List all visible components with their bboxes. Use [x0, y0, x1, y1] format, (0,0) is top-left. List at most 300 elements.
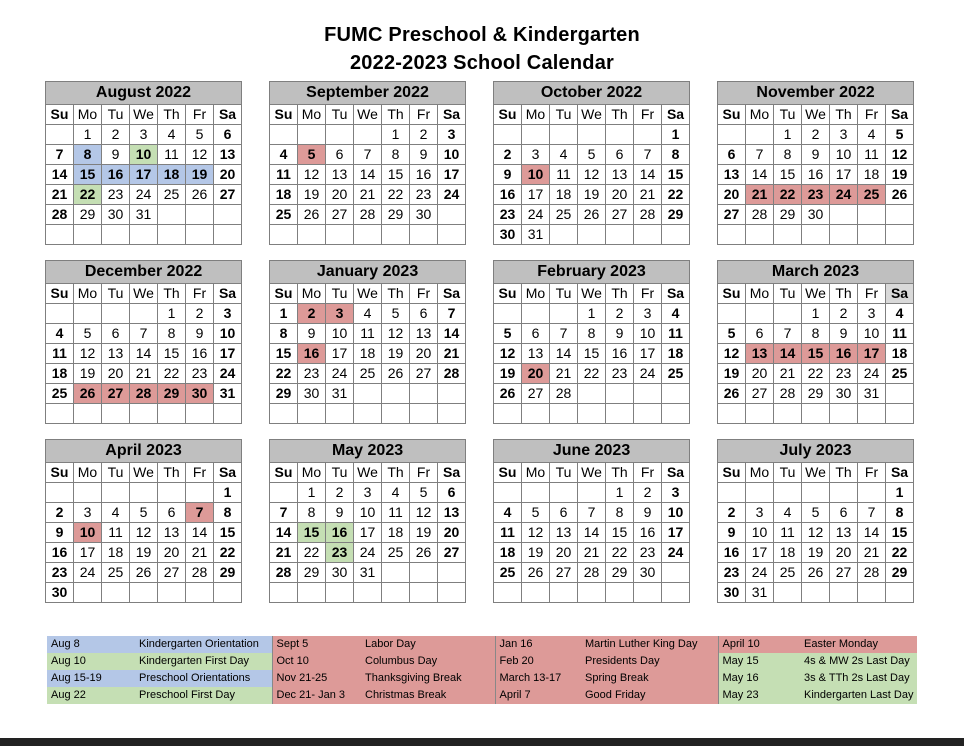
empty-cell	[382, 583, 410, 603]
day-cell: 1	[158, 304, 186, 324]
day-cell: 10	[522, 165, 550, 185]
weekday-header: Tu	[550, 284, 578, 304]
day-cell: 17	[214, 344, 242, 364]
day-cell: 20	[214, 165, 242, 185]
day-cell: 14	[634, 165, 662, 185]
empty-cell	[102, 404, 130, 424]
day-cell: 23	[830, 364, 858, 384]
day-cell: 23	[494, 205, 522, 225]
day-cell: 27	[522, 384, 550, 404]
day-cell: 24	[214, 364, 242, 384]
weekday-header: Mo	[74, 463, 102, 483]
day-cell: 13	[214, 145, 242, 165]
weekday-header: Tu	[550, 463, 578, 483]
day-cell: 29	[298, 563, 326, 583]
day-cell: 31	[326, 384, 354, 404]
empty-cell	[270, 583, 298, 603]
day-cell: 26	[130, 563, 158, 583]
day-cell: 13	[102, 344, 130, 364]
day-cell: 23	[102, 185, 130, 205]
empty-cell	[130, 404, 158, 424]
day-cell: 2	[298, 304, 326, 324]
day-cell: 9	[494, 165, 522, 185]
day-cell: 30	[802, 205, 830, 225]
weekday-header: Th	[606, 284, 634, 304]
day-cell: 20	[606, 185, 634, 205]
day-cell: 19	[802, 543, 830, 563]
day-cell: 27	[550, 563, 578, 583]
day-cell: 21	[270, 543, 298, 563]
weekday-header: Tu	[326, 284, 354, 304]
weekday-header: We	[354, 284, 382, 304]
day-cell: 30	[410, 205, 438, 225]
weekday-header: Sa	[662, 284, 690, 304]
day-cell: 22	[382, 185, 410, 205]
weekday-header: Fr	[186, 284, 214, 304]
day-cell: 18	[662, 344, 690, 364]
empty-cell	[662, 583, 690, 603]
day-cell: 19	[718, 364, 746, 384]
day-cell: 25	[158, 185, 186, 205]
empty-cell	[494, 583, 522, 603]
legend-date: Aug 22	[47, 687, 135, 704]
day-cell: 22	[74, 185, 102, 205]
day-cell: 8	[298, 503, 326, 523]
empty-cell	[830, 483, 858, 503]
legend	[47, 636, 917, 704]
empty-cell	[74, 225, 102, 245]
weekday-header: Sa	[438, 105, 466, 125]
month-february-2023	[493, 260, 689, 424]
day-cell: 14	[438, 324, 466, 344]
day-cell: 8	[74, 145, 102, 165]
day-cell: 1	[886, 483, 914, 503]
legend-date: Oct 10	[272, 653, 361, 670]
month-name: February 2023	[494, 261, 690, 284]
day-cell: 25	[270, 205, 298, 225]
day-cell: 29	[774, 205, 802, 225]
empty-cell	[46, 404, 74, 424]
weekday-header: Mo	[746, 463, 774, 483]
day-cell: 20	[158, 543, 186, 563]
day-cell: 12	[186, 145, 214, 165]
day-cell: 21	[858, 543, 886, 563]
day-cell: 23	[298, 364, 326, 384]
day-cell: 3	[522, 145, 550, 165]
day-cell: 7	[438, 304, 466, 324]
weekday-header: Su	[46, 284, 74, 304]
weekday-header: Tu	[102, 463, 130, 483]
day-cell: 9	[410, 145, 438, 165]
day-cell: 2	[802, 125, 830, 145]
empty-cell	[886, 205, 914, 225]
day-cell: 7	[130, 324, 158, 344]
weekday-header: Tu	[550, 105, 578, 125]
day-cell: 13	[718, 165, 746, 185]
day-cell: 12	[522, 523, 550, 543]
empty-cell	[578, 583, 606, 603]
day-cell: 27	[718, 205, 746, 225]
day-cell: 2	[718, 503, 746, 523]
day-cell: 10	[214, 324, 242, 344]
empty-cell	[158, 483, 186, 503]
weekday-header: Mo	[298, 284, 326, 304]
empty-cell	[354, 404, 382, 424]
legend-event: Martin Luther King Day	[581, 636, 718, 653]
day-cell: 28	[270, 563, 298, 583]
day-cell: 3	[354, 483, 382, 503]
month-name: June 2023	[494, 440, 690, 463]
day-cell: 5	[578, 145, 606, 165]
month-name: May 2023	[270, 440, 466, 463]
day-cell: 3	[858, 304, 886, 324]
day-cell: 13	[410, 324, 438, 344]
day-cell: 1	[270, 304, 298, 324]
day-cell: 9	[46, 523, 74, 543]
day-cell: 1	[662, 125, 690, 145]
legend-event: Presidents Day	[581, 653, 718, 670]
legend-date: April 7	[495, 687, 581, 704]
weekday-header: Su	[494, 463, 522, 483]
day-cell: 10	[662, 503, 690, 523]
empty-cell	[550, 404, 578, 424]
day-cell: 11	[550, 165, 578, 185]
day-cell: 31	[130, 205, 158, 225]
day-cell: 6	[214, 125, 242, 145]
day-cell: 26	[298, 205, 326, 225]
day-cell: 20	[326, 185, 354, 205]
legend-event: Columbus Day	[361, 653, 495, 670]
empty-cell	[634, 404, 662, 424]
day-cell: 27	[214, 185, 242, 205]
day-cell: 11	[158, 145, 186, 165]
day-cell: 22	[578, 364, 606, 384]
calendar-subtitle: 2022-2023 School Calendar	[349, 52, 614, 74]
weekday-header: Su	[46, 105, 74, 125]
day-cell: 26	[578, 205, 606, 225]
empty-cell	[830, 404, 858, 424]
day-cell: 3	[662, 483, 690, 503]
weekday-header: Fr	[186, 463, 214, 483]
day-cell: 13	[158, 523, 186, 543]
day-cell: 12	[802, 523, 830, 543]
weekday-header: We	[578, 105, 606, 125]
month-december-2022	[45, 260, 241, 424]
day-cell: 20	[718, 185, 746, 205]
day-cell: 24	[662, 543, 690, 563]
weekday-header: We	[578, 463, 606, 483]
day-cell: 12	[718, 344, 746, 364]
empty-cell	[802, 404, 830, 424]
day-cell: 1	[214, 483, 242, 503]
day-cell: 12	[298, 165, 326, 185]
day-cell: 22	[606, 543, 634, 563]
empty-cell	[522, 483, 550, 503]
weekday-header: Su	[718, 463, 746, 483]
day-cell: 9	[298, 324, 326, 344]
day-cell: 1	[298, 483, 326, 503]
day-cell: 18	[494, 543, 522, 563]
day-cell: 31	[354, 563, 382, 583]
empty-cell	[606, 225, 634, 245]
empty-cell	[214, 225, 242, 245]
empty-cell	[438, 384, 466, 404]
day-cell: 12	[410, 503, 438, 523]
empty-cell	[270, 225, 298, 245]
day-cell: 16	[830, 344, 858, 364]
empty-cell	[438, 225, 466, 245]
weekday-header: We	[802, 284, 830, 304]
day-cell: 25	[382, 543, 410, 563]
empty-cell	[634, 125, 662, 145]
day-cell: 14	[550, 344, 578, 364]
day-cell: 28	[354, 205, 382, 225]
day-cell: 3	[746, 503, 774, 523]
day-cell: 19	[886, 165, 914, 185]
day-cell: 28	[858, 563, 886, 583]
day-cell: 4	[382, 483, 410, 503]
empty-cell	[326, 125, 354, 145]
day-cell: 27	[326, 205, 354, 225]
day-cell: 4	[774, 503, 802, 523]
day-cell: 20	[746, 364, 774, 384]
weekday-header: Mo	[74, 105, 102, 125]
day-cell: 6	[522, 324, 550, 344]
empty-cell	[578, 384, 606, 404]
weekday-header: Mo	[298, 463, 326, 483]
day-cell: 14	[578, 523, 606, 543]
empty-cell	[802, 583, 830, 603]
day-cell: 18	[158, 165, 186, 185]
day-cell: 12	[886, 145, 914, 165]
day-cell: 27	[606, 205, 634, 225]
day-cell: 5	[74, 324, 102, 344]
day-cell: 10	[858, 324, 886, 344]
weekday-header: Fr	[858, 105, 886, 125]
empty-cell	[74, 404, 102, 424]
day-cell: 7	[774, 324, 802, 344]
day-cell: 28	[186, 563, 214, 583]
empty-cell	[102, 304, 130, 324]
month-april-2023	[45, 439, 241, 603]
day-cell: 26	[886, 185, 914, 205]
day-cell: 30	[718, 583, 746, 603]
day-cell: 17	[326, 344, 354, 364]
weekday-header: Fr	[634, 105, 662, 125]
empty-cell	[410, 384, 438, 404]
day-cell: 18	[858, 165, 886, 185]
month-name: December 2022	[46, 261, 242, 284]
day-cell: 13	[326, 165, 354, 185]
day-cell: 23	[718, 563, 746, 583]
empty-cell	[298, 125, 326, 145]
day-cell: 11	[494, 523, 522, 543]
legend-event: 3s & TTh 2s Last Day	[800, 670, 917, 687]
day-cell: 8	[886, 503, 914, 523]
day-cell: 1	[578, 304, 606, 324]
day-cell: 25	[354, 364, 382, 384]
day-cell: 5	[410, 483, 438, 503]
legend-date: Aug 15-19	[47, 670, 135, 687]
day-cell: 30	[298, 384, 326, 404]
empty-cell	[494, 304, 522, 324]
legend-event: Easter Monday	[800, 636, 917, 653]
empty-cell	[354, 125, 382, 145]
empty-cell	[858, 225, 886, 245]
day-cell: 8	[270, 324, 298, 344]
weekday-header: Th	[606, 105, 634, 125]
weekday-header: Sa	[214, 463, 242, 483]
weekday-header: Mo	[746, 284, 774, 304]
empty-cell	[214, 583, 242, 603]
weekday-header: Th	[382, 463, 410, 483]
empty-cell	[774, 304, 802, 324]
day-cell: 25	[858, 185, 886, 205]
day-cell: 3	[130, 125, 158, 145]
month-name: March 2023	[718, 261, 914, 284]
day-cell: 23	[326, 543, 354, 563]
day-cell: 11	[354, 324, 382, 344]
empty-cell	[886, 404, 914, 424]
weekday-header: Fr	[410, 284, 438, 304]
weekday-header: Sa	[662, 105, 690, 125]
day-cell: 15	[298, 523, 326, 543]
empty-cell	[298, 404, 326, 424]
day-cell: 20	[830, 543, 858, 563]
empty-cell	[130, 304, 158, 324]
day-cell: 23	[410, 185, 438, 205]
empty-cell	[886, 583, 914, 603]
day-cell: 26	[382, 364, 410, 384]
day-cell: 29	[662, 205, 690, 225]
month-name: November 2022	[718, 82, 914, 105]
weekday-header: Th	[382, 105, 410, 125]
empty-cell	[494, 483, 522, 503]
day-cell: 4	[550, 145, 578, 165]
day-cell: 18	[354, 344, 382, 364]
day-cell: 18	[102, 543, 130, 563]
legend-date: Aug 10	[47, 653, 135, 670]
day-cell: 9	[102, 145, 130, 165]
day-cell: 9	[326, 503, 354, 523]
day-cell: 18	[550, 185, 578, 205]
day-cell: 17	[830, 165, 858, 185]
day-cell: 25	[102, 563, 130, 583]
weekday-header: Th	[158, 105, 186, 125]
day-cell: 8	[774, 145, 802, 165]
weekday-header: We	[802, 105, 830, 125]
month-august-2022	[45, 81, 241, 245]
day-cell: 29	[270, 384, 298, 404]
day-cell: 4	[662, 304, 690, 324]
weekday-header: Sa	[886, 105, 914, 125]
day-cell: 19	[578, 185, 606, 205]
day-cell: 3	[634, 304, 662, 324]
day-cell: 27	[102, 384, 130, 404]
weekday-header: Tu	[774, 284, 802, 304]
day-cell: 11	[774, 523, 802, 543]
day-cell: 24	[74, 563, 102, 583]
weekday-header: Fr	[858, 463, 886, 483]
day-cell: 17	[662, 523, 690, 543]
empty-cell	[774, 483, 802, 503]
day-cell: 28	[46, 205, 74, 225]
month-june-2023	[493, 439, 689, 603]
weekday-header: Mo	[522, 105, 550, 125]
weekday-header: Tu	[326, 105, 354, 125]
day-cell: 23	[634, 543, 662, 563]
day-cell: 30	[186, 384, 214, 404]
day-cell: 9	[802, 145, 830, 165]
day-cell: 2	[606, 304, 634, 324]
weekday-header: Tu	[102, 105, 130, 125]
day-cell: 11	[858, 145, 886, 165]
weekday-header: Mo	[74, 284, 102, 304]
empty-cell	[158, 583, 186, 603]
empty-cell	[158, 404, 186, 424]
empty-cell	[858, 205, 886, 225]
empty-cell	[130, 225, 158, 245]
empty-cell	[774, 225, 802, 245]
empty-cell	[662, 225, 690, 245]
empty-cell	[298, 583, 326, 603]
empty-cell	[522, 304, 550, 324]
day-cell: 22	[214, 543, 242, 563]
day-cell: 2	[186, 304, 214, 324]
day-cell: 11	[382, 503, 410, 523]
weekday-header: Tu	[102, 284, 130, 304]
day-cell: 15	[382, 165, 410, 185]
day-cell: 2	[326, 483, 354, 503]
weekday-header: Fr	[858, 284, 886, 304]
day-cell: 26	[186, 185, 214, 205]
calendar-title: FUMC Preschool & Kindergarten	[324, 24, 640, 46]
day-cell: 18	[46, 364, 74, 384]
weekday-header: We	[802, 463, 830, 483]
empty-cell	[746, 304, 774, 324]
day-cell: 15	[578, 344, 606, 364]
empty-cell	[830, 583, 858, 603]
empty-cell	[662, 404, 690, 424]
day-cell: 15	[270, 344, 298, 364]
weekday-header: Tu	[774, 463, 802, 483]
day-cell: 17	[522, 185, 550, 205]
day-cell: 19	[494, 364, 522, 384]
day-cell: 8	[158, 324, 186, 344]
day-cell: 11	[46, 344, 74, 364]
empty-cell	[606, 583, 634, 603]
day-cell: 24	[326, 364, 354, 384]
day-cell: 1	[606, 483, 634, 503]
day-cell: 27	[158, 563, 186, 583]
day-cell: 7	[354, 145, 382, 165]
empty-cell	[522, 404, 550, 424]
day-cell: 3	[830, 125, 858, 145]
day-cell: 31	[214, 384, 242, 404]
day-cell: 20	[522, 364, 550, 384]
day-cell: 22	[662, 185, 690, 205]
day-cell: 24	[746, 563, 774, 583]
day-cell: 16	[326, 523, 354, 543]
day-cell: 9	[606, 324, 634, 344]
day-cell: 10	[438, 145, 466, 165]
day-cell: 20	[438, 523, 466, 543]
day-cell: 27	[410, 364, 438, 384]
day-cell: 21	[438, 344, 466, 364]
day-cell: 29	[158, 384, 186, 404]
day-cell: 1	[774, 125, 802, 145]
empty-cell	[298, 225, 326, 245]
